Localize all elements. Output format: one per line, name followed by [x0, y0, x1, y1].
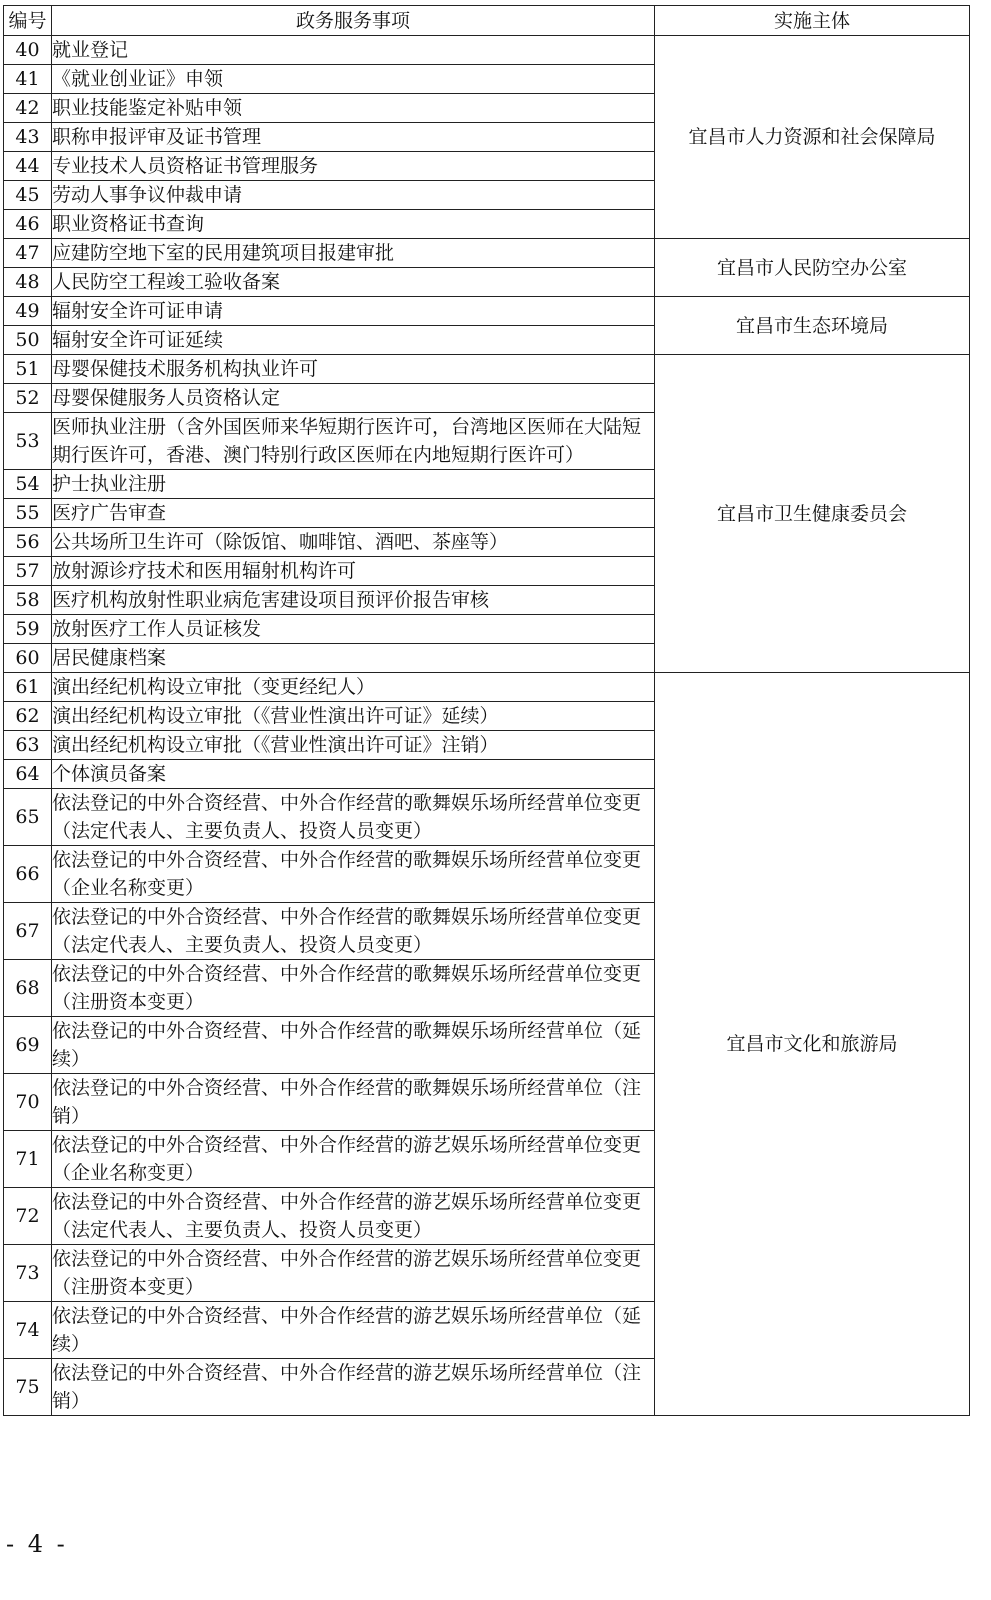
unit-culture-tourism: 宜昌市文化和旅游局 — [655, 673, 970, 1416]
row-item: 专业技术人员资格证书管理服务 — [52, 152, 655, 181]
table-row — [4, 36, 970, 65]
row-number: 70 — [4, 1074, 52, 1131]
table-row — [4, 673, 970, 702]
row-item: 依法登记的中外合资经营、中外合作经营的游艺娱乐场所经营单位变更（注册资本变更） — [52, 1245, 655, 1302]
row-number: 57 — [4, 557, 52, 586]
row-item: 《就业创业证》申领 — [52, 65, 655, 94]
unit-health-commission: 宜昌市卫生健康委员会 — [655, 355, 970, 673]
row-number: 42 — [4, 94, 52, 123]
row-item: 就业登记 — [52, 36, 655, 65]
row-number: 47 — [4, 239, 52, 268]
header-number: 编号 — [4, 6, 52, 36]
row-number: 51 — [4, 355, 52, 384]
row-item: 依法登记的中外合资经营、中外合作经营的游艺娱乐场所经营单位（注销） — [52, 1359, 655, 1416]
row-item: 劳动人事争议仲裁申请 — [52, 181, 655, 210]
row-item: 辐射安全许可证延续 — [52, 326, 655, 355]
row-item: 演出经纪机构设立审批（变更经纪人） — [52, 673, 655, 702]
row-number: 45 — [4, 181, 52, 210]
row-number: 61 — [4, 673, 52, 702]
row-number: 62 — [4, 702, 52, 731]
header-service-item: 政务服务事项 — [52, 6, 655, 36]
row-item: 医疗机构放射性职业病危害建设项目预评价报告审核 — [52, 586, 655, 615]
row-number: 40 — [4, 36, 52, 65]
row-item: 依法登记的中外合资经营、中外合作经营的歌舞娱乐场所经营单位变更（企业名称变更） — [52, 846, 655, 903]
row-number: 68 — [4, 960, 52, 1017]
row-item: 人民防空工程竣工验收备案 — [52, 268, 655, 297]
row-item: 职业技能鉴定补贴申领 — [52, 94, 655, 123]
row-item: 依法登记的中外合资经营、中外合作经营的歌舞娱乐场所经营单位变更（法定代表人、主要负责人、投资人员变更） — [52, 903, 655, 960]
unit-ecology-environment: 宜昌市生态环境局 — [655, 297, 970, 355]
row-item: 依法登记的中外合资经营、中外合作经营的游艺娱乐场所经营单位变更（企业名称变更） — [52, 1131, 655, 1188]
row-item: 演出经纪机构设立审批（《营业性演出许可证》注销） — [52, 731, 655, 760]
row-item: 职业资格证书查询 — [52, 210, 655, 239]
row-number: 73 — [4, 1245, 52, 1302]
row-number: 71 — [4, 1131, 52, 1188]
row-item: 母婴保健技术服务机构执业许可 — [52, 355, 655, 384]
row-item: 演出经纪机构设立审批（《营业性演出许可证》延续） — [52, 702, 655, 731]
header-implementing-body: 实施主体 — [655, 6, 970, 36]
row-number: 41 — [4, 65, 52, 94]
row-item: 依法登记的中外合资经营、中外合作经营的歌舞娱乐场所经营单位变更（法定代表人、主要负责人、投资人员变更） — [52, 789, 655, 846]
row-item: 公共场所卫生许可（除饭馆、咖啡馆、酒吧、茶座等） — [52, 528, 655, 557]
row-item: 职称申报评审及证书管理 — [52, 123, 655, 152]
row-item: 护士执业注册 — [52, 470, 655, 499]
row-number: 44 — [4, 152, 52, 181]
row-item: 依法登记的中外合资经营、中外合作经营的歌舞娱乐场所经营单位（注销） — [52, 1074, 655, 1131]
row-number: 63 — [4, 731, 52, 760]
row-number: 54 — [4, 470, 52, 499]
row-number: 53 — [4, 413, 52, 470]
row-item: 依法登记的中外合资经营、中外合作经营的游艺娱乐场所经营单位变更（法定代表人、主要负责人、投资人员变更） — [52, 1188, 655, 1245]
row-number: 46 — [4, 210, 52, 239]
row-item: 医师执业注册（含外国医师来华短期行医许可，台湾地区医师在大陆短期行医许可，香港、澳门特别行政区医师在内地短期行医许可） — [52, 413, 655, 470]
row-item: 个体演员备案 — [52, 760, 655, 789]
service-items-table — [3, 5, 970, 1416]
row-number: 52 — [4, 384, 52, 413]
row-item: 医疗广告审查 — [52, 499, 655, 528]
row-number: 55 — [4, 499, 52, 528]
unit-hr-social-security: 宜昌市人力资源和社会保障局 — [655, 36, 970, 239]
row-number: 56 — [4, 528, 52, 557]
row-number: 60 — [4, 644, 52, 673]
unit-civil-air-defense: 宜昌市人民防空办公室 — [655, 239, 970, 297]
row-item: 依法登记的中外合资经营、中外合作经营的游艺娱乐场所经营单位（延续） — [52, 1302, 655, 1359]
row-number: 43 — [4, 123, 52, 152]
row-number: 64 — [4, 760, 52, 789]
table-row — [4, 239, 970, 268]
row-item: 应建防空地下室的民用建筑项目报建审批 — [52, 239, 655, 268]
table-row — [4, 297, 970, 326]
row-number: 49 — [4, 297, 52, 326]
row-item: 放射源诊疗技术和医用辐射机构许可 — [52, 557, 655, 586]
row-number: 59 — [4, 615, 52, 644]
row-number: 58 — [4, 586, 52, 615]
table-row — [4, 355, 970, 384]
row-number: 69 — [4, 1017, 52, 1074]
table-header-row — [4, 6, 970, 36]
row-number: 48 — [4, 268, 52, 297]
row-number: 66 — [4, 846, 52, 903]
row-item: 母婴保健服务人员资格认定 — [52, 384, 655, 413]
row-number: 67 — [4, 903, 52, 960]
row-item: 居民健康档案 — [52, 644, 655, 673]
row-number: 50 — [4, 326, 52, 355]
row-item: 依法登记的中外合资经营、中外合作经营的歌舞娱乐场所经营单位（延续） — [52, 1017, 655, 1074]
row-number: 75 — [4, 1359, 52, 1416]
row-number: 65 — [4, 789, 52, 846]
page-number: - 4 - — [6, 1530, 68, 1558]
row-number: 72 — [4, 1188, 52, 1245]
row-item: 辐射安全许可证申请 — [52, 297, 655, 326]
row-item: 依法登记的中外合资经营、中外合作经营的歌舞娱乐场所经营单位变更（注册资本变更） — [52, 960, 655, 1017]
row-item: 放射医疗工作人员证核发 — [52, 615, 655, 644]
row-number: 74 — [4, 1302, 52, 1359]
